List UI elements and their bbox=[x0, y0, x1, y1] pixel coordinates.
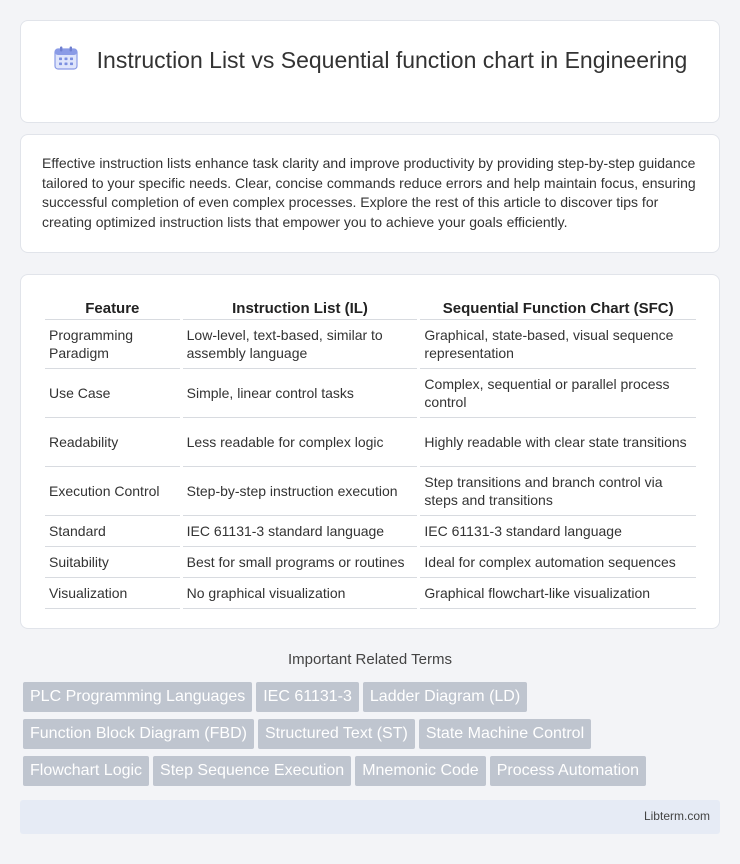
il-cell: Step-by-step instruction execution bbox=[183, 467, 418, 516]
feature-cell: Execution Control bbox=[45, 467, 180, 516]
header-feature: Feature bbox=[45, 295, 180, 320]
tag-iec-61131-3[interactable]: IEC 61131-3 bbox=[256, 682, 359, 712]
tag-step-sequence-execution[interactable]: Step Sequence Execution bbox=[153, 756, 351, 786]
tag-row bbox=[23, 719, 713, 756]
table-row bbox=[45, 547, 696, 578]
tag-process-automation[interactable]: Process Automation bbox=[490, 756, 646, 786]
sfc-cell: Ideal for complex automation sequences bbox=[420, 547, 696, 578]
il-cell: Best for small programs or routines bbox=[183, 547, 418, 578]
feature-cell: Readability bbox=[45, 418, 180, 467]
intro-card bbox=[20, 134, 720, 253]
sfc-cell: IEC 61131-3 standard language bbox=[420, 516, 696, 547]
il-cell: Less readable for complex logic bbox=[183, 418, 418, 467]
table-row bbox=[45, 578, 696, 609]
tag-mnemonic-code[interactable]: Mnemonic Code bbox=[355, 756, 486, 786]
il-cell: No graphical visualization bbox=[183, 578, 418, 609]
comparison-card bbox=[20, 274, 720, 629]
il-cell: Low-level, text-based, similar to assembly language bbox=[183, 320, 418, 369]
table-row bbox=[45, 516, 696, 547]
table-row bbox=[45, 320, 696, 369]
header-sfc: Sequential Function Chart (SFC) bbox=[420, 295, 696, 320]
tag-row bbox=[23, 682, 713, 719]
related-terms-title: Important Related Terms bbox=[288, 651, 452, 668]
tag-row bbox=[23, 756, 713, 793]
tag-structured-text[interactable]: Structured Text (ST) bbox=[258, 719, 415, 749]
page-title: Instruction List vs Sequential function chart in Engineering bbox=[96, 47, 688, 73]
table-header-row bbox=[45, 295, 696, 320]
feature-cell: Suitability bbox=[45, 547, 180, 578]
comparison-table bbox=[42, 295, 699, 609]
table-row bbox=[45, 369, 696, 418]
footer bbox=[20, 800, 720, 834]
sfc-cell: Complex, sequential or parallel process control bbox=[420, 369, 696, 418]
related-terms-tags bbox=[23, 682, 713, 793]
il-cell: IEC 61131-3 standard language bbox=[183, 516, 418, 547]
header-il: Instruction List (IL) bbox=[183, 295, 418, 320]
intro-paragraph: Effective instruction lists enhance task clarity and improve productivity by providing step-by-step guidance tailored to your specific needs. Clear, concise commands reduce errors and help maintain focus, ensuring successful completion of even complex processes. Explore the rest of this article to discover tips for creating optimized instruction lists that empower you to achieve your goals efficiently. bbox=[42, 155, 696, 230]
feature-cell: Standard bbox=[45, 516, 180, 547]
sfc-cell: Graphical flowchart-like visualization bbox=[420, 578, 696, 609]
page-title-wrap bbox=[21, 45, 719, 75]
sfc-cell: Step transitions and branch control via steps and transitions bbox=[420, 467, 696, 516]
feature-cell: Programming Paradigm bbox=[45, 320, 180, 369]
tag-plc-programming-languages[interactable]: PLC Programming Languages bbox=[23, 682, 252, 712]
sfc-cell: Graphical, state-based, visual sequence representation bbox=[420, 320, 696, 369]
table-row bbox=[45, 418, 696, 467]
tag-state-machine-control[interactable]: State Machine Control bbox=[419, 719, 591, 749]
title-card bbox=[20, 20, 720, 123]
tag-function-block-diagram[interactable]: Function Block Diagram (FBD) bbox=[23, 719, 254, 749]
table-row bbox=[45, 467, 696, 516]
tag-ladder-diagram[interactable]: Ladder Diagram (LD) bbox=[363, 682, 527, 712]
tag-flowchart-logic[interactable]: Flowchart Logic bbox=[23, 756, 149, 786]
feature-cell: Use Case bbox=[45, 369, 180, 418]
sfc-cell: Highly readable with clear state transitions bbox=[420, 418, 696, 467]
footer-site-link[interactable]: Libterm.com bbox=[643, 809, 710, 823]
il-cell: Simple, linear control tasks bbox=[183, 369, 418, 418]
feature-cell: Visualization bbox=[45, 578, 180, 609]
calendar-icon bbox=[53, 45, 79, 71]
